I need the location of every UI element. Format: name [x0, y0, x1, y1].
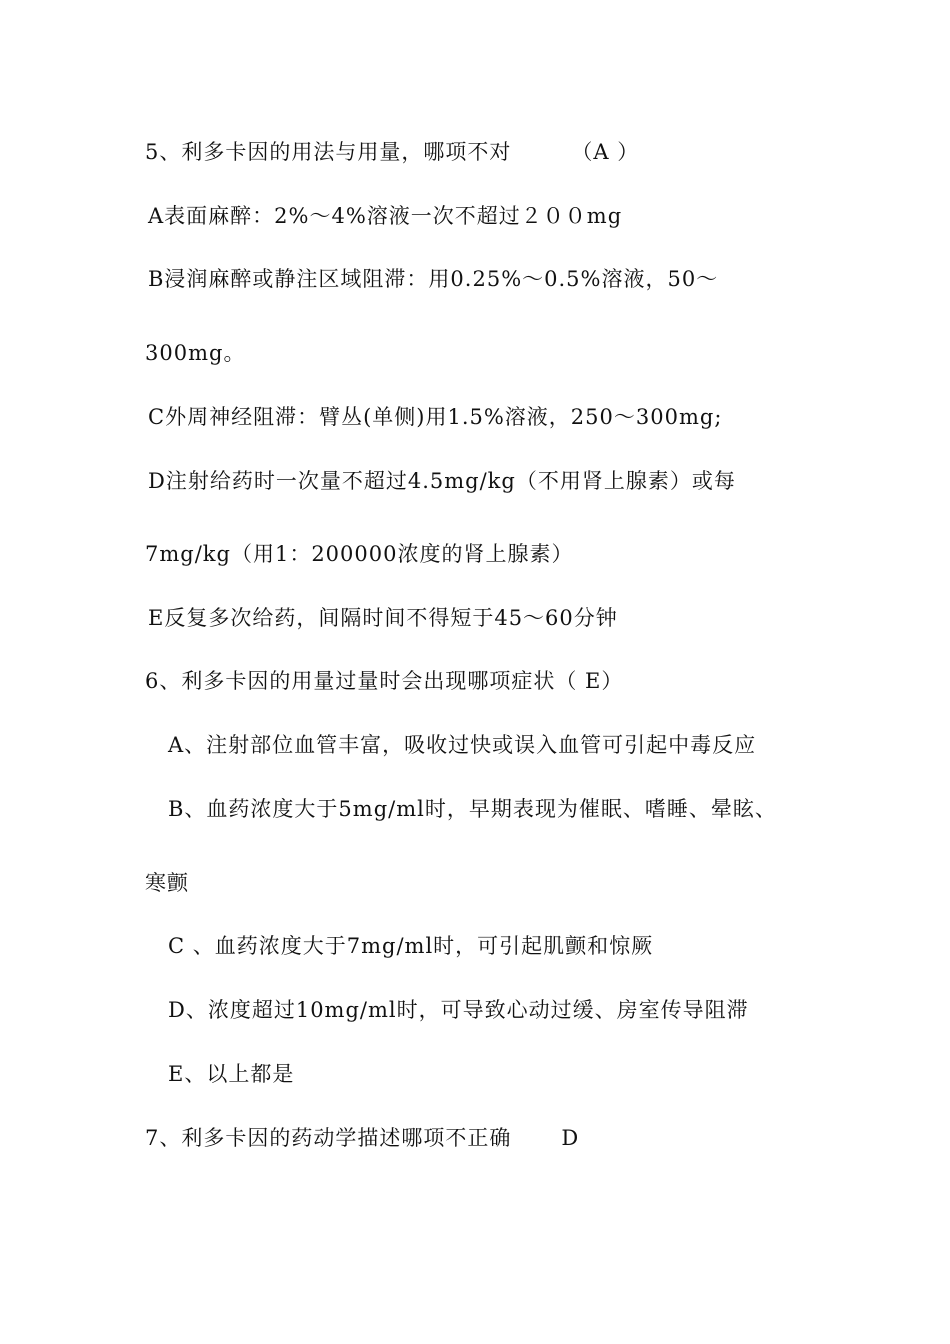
question-5-option-e: E反复多次给药，间隔时间不得短于45～60分钟 — [148, 606, 618, 630]
question-5-stem — [145, 138, 639, 166]
question-6-option-d: D、浓度超过10mg/ml时，可导致心动过缓、房室传导阻滞 — [168, 998, 749, 1022]
question-5-option-b-line2: 300mg。 — [145, 341, 246, 365]
question-5-option-d-line1: D注射给药时一次量不超过4.5mg/kg（不用肾上腺素）或每 — [148, 469, 736, 493]
question-5-option-b-line1: B浸润麻醉或静注区域阻滞：用0.25%～0.5%溶液，50～ — [148, 267, 719, 291]
question-5-text: 5、利多卡因的用法与用量，哪项不对 — [145, 140, 512, 164]
question-6-stem: 6、利多卡因的用量过量时会出现哪项症状（ E） — [145, 669, 624, 693]
question-5-answer: （A ） — [571, 140, 640, 164]
question-6-option-b-line1: B、血药浓度大于5mg/ml时，早期表现为催眠、嗜睡、晕眩、 — [168, 797, 777, 821]
question-7-answer: D — [561, 1126, 580, 1150]
question-5-option-c: C外周神经阻滞：臂丛(单侧)用1.5%溶液，250～300mg; — [148, 405, 723, 429]
question-6-option-e: E、以上都是 — [168, 1062, 295, 1086]
question-6-option-c: C 、血药浓度大于7mg/ml时，可引起肌颤和惊厥 — [168, 934, 654, 958]
question-5-option-a: A表面麻醉：2%～4%溶液一次不超过２００mg — [148, 204, 623, 228]
question-5-option-d-line2: 7mg/kg（用1：200000浓度的肾上腺素） — [145, 542, 574, 566]
question-7-text: 7、利多卡因的药动学描述哪项不正确 — [145, 1126, 512, 1150]
question-6-option-b-line2: 寒颤 — [145, 871, 189, 895]
question-7-stem — [145, 1124, 579, 1152]
question-6-option-a: A、注射部位血管丰富，吸收过快或误入血管可引起中毒反应 — [168, 733, 757, 757]
